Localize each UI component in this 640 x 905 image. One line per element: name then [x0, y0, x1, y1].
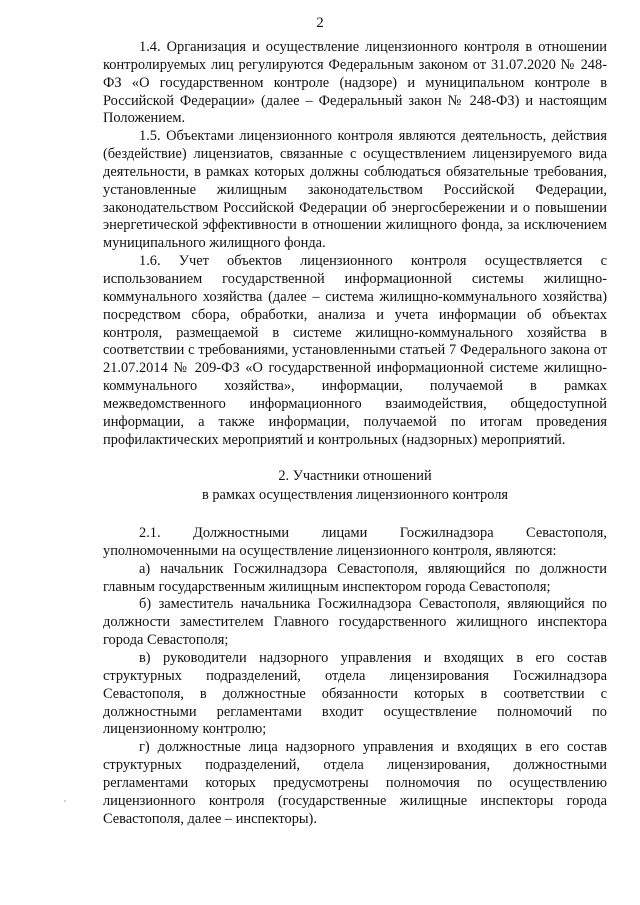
paragraph-2-1: 2.1. Должностными лицами Госжилнадзора Севастополя, уполномоченными на осуществление лицензионного контроля, являются: — [103, 525, 607, 559]
paragraph-1-6: 1.6. Учет объектов лицензионного контроля осуществляется с использованием государственной информационной системы жилищно-коммунального хозяйства (далее – система жилищно-коммунального хозяйства) посредством сбора, обработки, анализа и учета информации об объектах контроля, размещаемой в системе жилищно-коммунального хозяйства в соответствии с требованиями, установленными статьей 7 Федерального закона от 21.07.2014 № 209-ФЗ «О государственной информационной системе жилищно-коммунального хозяйства», информации, получаемой в рамках межведомственного информационного взаимодействия, общедоступной информации, а также информации, получаемой по итогам проведения профилактических мероприятий и контрольных (надзорных) мероприятий. — [103, 253, 607, 448]
document-body — [103, 39, 607, 828]
paragraph-1-4: 1.4. Организация и осуществление лицензионного контроля в отношении контролируемых лиц регулируются Федеральным законом от 31.07.2020 № 248-ФЗ «О государственном контроле (надзоре) и муниципальном контроле в Российской Федерации» (далее – Федеральный закон № 248-ФЗ) и настоящим Положением. — [103, 39, 607, 127]
scan-speck — [64, 800, 66, 802]
list-item-v: в) руководители надзорного управления и входящих в его состав структурных подразделений, отдела лицензирования Госжилнадзора Севастополя, в должностные обязанности которых в соответствии с должностными регламентами входит осуществление полномочий по лицензионному контролю; — [103, 650, 607, 738]
section-heading-line-2: в рамках осуществления лицензионного контроля — [201, 487, 509, 504]
page-number: 2 — [316, 15, 324, 31]
section-heading — [103, 468, 607, 505]
section-heading-line-1: 2. Участники отношений — [278, 468, 432, 485]
list-item-g: г) должностные лица надзорного управления и входящих в его состав структурных подразделений, отдела лицензирования, должностными регламентами которых предусмотрены полномочия по осуществлению лицензионного контроля (государственные жилищные инспекторы города Севастополя, далее – инспекторы). — [103, 739, 607, 827]
paragraph-1-5: 1.5. Объектами лицензионного контроля являются деятельность, действия (бездействие) лицензиатов, связанные с осуществлением лицензируемого вида деятельности, в рамках которых должны соблюдаться обязательные требования, установленные жилищным законодательством Российской Федерации, законодательством Российской Федерации об энергосбережении и о повышении энергетической эффективности в отношении жилищного фонда, за исключением муниципального жилищного фонда. — [103, 128, 607, 252]
list-item-b: б) заместитель начальника Госжилнадзора Севастополя, являющийся по должности заместителем Главного государственного жилищного инспектора города Севастополя; — [103, 596, 607, 649]
list-item-a: а) начальник Госжилнадзора Севастополя, являющийся по должности главным государственным жилищным инспектором города Севастополя; — [103, 560, 607, 595]
